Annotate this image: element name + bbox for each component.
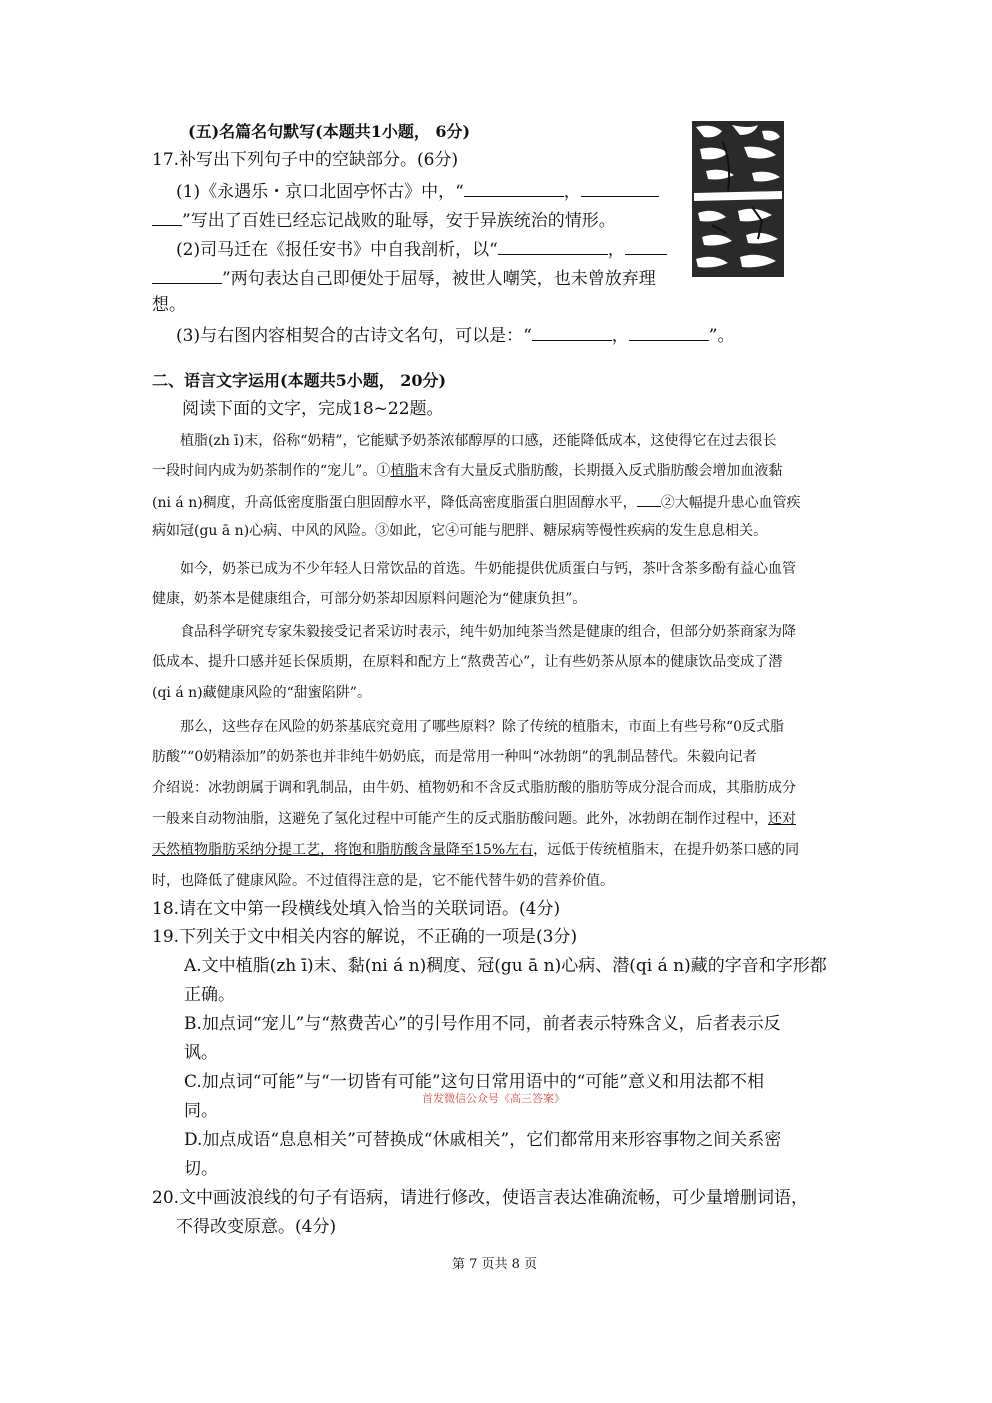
section-five-title: (五)名篇名句默写(本题共1小题， 6分): [188, 122, 471, 141]
passage-p4-line-1: 那么，这些存在风险的奶茶基底究竟用了哪些原料？除了传统的植脂末，市面上有些号称“0反式脂: [180, 719, 785, 735]
question-18: 18.请在文中第一段横线处填入恰当的关联词语。(4分): [152, 899, 561, 919]
option-c-line-2: 同。: [184, 1101, 218, 1121]
question-17-line-2: ”写出了百姓已经忘记战败的耻辱，安于异族统治的情形。: [152, 211, 616, 230]
reading-instruction: 阅读下面的文字，完成18~22题。: [182, 399, 444, 419]
option-a-line-2: 正确。: [184, 985, 235, 1005]
passage-p4-line-3: 介绍说：冰勃朗属于调和乳制品，由牛奶、植物奶和不含反式脂肪酸的脂肪等成分混合而成，其脂肪成分: [152, 780, 796, 796]
option-d-line-1: D.加点成语“息息相关”可替换成“休戚相关”，它们都常用来形容事物之间关系密: [184, 1130, 782, 1150]
option-b-line-1: B.加点词“宠儿”与“熬费苦心”的引号作用不同，前者表示特殊含义，后者表示反: [184, 1014, 781, 1034]
answer-blank[interactable]: [152, 269, 222, 284]
passage-p1-line-1: 植脂(zh ī)末，俗称“奶精”，它能赋予奶茶浓郁醇厚的口感，还能降低成本，这使得它在过去很长: [180, 433, 777, 449]
watermark: 首发微信公众号《高三答案》: [422, 1092, 565, 1105]
passage-p1-line-2: 一段时间内成为奶茶制作的“宠儿”。①植脂末含有大量反式脂肪酸，长期摄入反式脂肪酸会增加血液黏: [152, 463, 783, 479]
answer-blank[interactable]: [498, 240, 608, 255]
answer-blank[interactable]: [629, 326, 709, 341]
passage-p3-line-1: 食品科学研究专家朱毅接受记者采访时表示，纯牛奶加纯茶当然是健康的组合，但部分奶茶商家为降: [180, 624, 796, 640]
question-17-line-3: (2)司马迁在《报任安书》中自我剖析，以“ ，: [176, 240, 667, 259]
answer-blank[interactable]: [625, 240, 667, 255]
question-17-stem: 17.补写出下列句子中的空缺部分。(6分): [152, 150, 459, 170]
answer-blank[interactable]: [532, 326, 612, 341]
passage-p4-line-5: 天然植物脂肪采纳分提工艺，将饱和脂肪酸含量降至15%左右，远低于传统植脂末，在提升奶茶口感的同: [152, 842, 800, 858]
answer-blank[interactable]: [152, 211, 182, 226]
passage-p3-line-3: (qi á n)藏健康风险的“甜蜜陷阱”。: [152, 685, 371, 701]
passage-p1-line-4: 病如冠(gu ā n)心病、中风的风险。③如此，它④可能与肥胖、糖尿病等慢性疾病的发生息息相关。: [152, 523, 768, 539]
question-17-line-5: 想。: [152, 295, 186, 315]
question-17-line-6: (3)与右图内容相契合的古诗文名句，可以是：“ ， ”。: [176, 326, 735, 346]
ink-illustration: [692, 121, 784, 277]
answer-blank[interactable]: [581, 182, 659, 197]
passage-p4-line-6: 时，也降低了健康风险。不过值得注意的是，它不能代替牛奶的营养价值。: [152, 873, 614, 889]
passage-p3-line-2: 低成本、提升口感并延长保质期，在原料和配方上“熬费苦心”，让有些奶茶从原本的健康饮品变成了潜: [152, 654, 783, 670]
page-number-footer: 第 7 页共 8 页: [452, 1257, 538, 1272]
section-two-title: 二、语言文字运用(本题共5小题， 20分): [152, 371, 447, 390]
question-20-line-2: 不得改变原意。(4分): [176, 1217, 337, 1237]
passage-p2-line-2: 健康，奶茶本是健康组合，可部分奶茶却因原料问题沦为“健康负担”。: [152, 591, 587, 607]
option-a-line-1: A.文中植脂(zh ī)末、黏(ni á n)稠度、冠(gu ā n)心病、潜(qi á n)藏的字音和字形都: [184, 956, 827, 976]
passage-p4-line-4: 一般来自动物油脂，这避免了氢化过程中可能产生的反式脂肪酸问题。此外，冰勃朗在制作过程中，还对: [152, 811, 796, 827]
question-20-line-1: 20.文中画波浪线的句子有语病，请进行修改，使语言表达准确流畅，可少量增删词语，: [152, 1188, 809, 1208]
answer-blank[interactable]: [464, 182, 564, 197]
option-d-line-2: 切。: [184, 1159, 218, 1179]
option-c-line-1: C.加点词“可能”与“一切皆有可能”这句日常用语中的“可能”意义和用法都不相: [184, 1072, 764, 1092]
passage-p4-line-2: 肪酸”“0奶精添加”的奶茶也并非纯牛奶奶底，而是常用一种叫“冰勃朗”的乳制品替代。朱毅向记者: [152, 749, 757, 765]
option-b-line-2: 讽。: [184, 1043, 218, 1063]
passage-p1-line-3: (ni á n)稠度，升高低密度脂蛋白胆固醇水平，降低高密度脂蛋白胆固醇水平， ②大幅提升患心血管疾: [152, 495, 801, 511]
passage-p2-line-1: 如今，奶茶已成为不少年轻人日常饮品的首选。牛奶能提供优质蛋白与钙，茶叶含茶多酚有益心血管: [180, 561, 796, 577]
question-17-line-1: (1)《永遇乐・京口北固亭怀古》中，“ ，: [176, 182, 659, 201]
question-17-line-4: ”两句表达自己即便处于屈辱，被世人嘲笑，也未曾放弃理: [152, 269, 656, 288]
question-19-stem: 19.下列关于文中相关内容的解说，不正确的一项是(3分): [152, 927, 578, 947]
connective-blank[interactable]: [637, 494, 661, 507]
